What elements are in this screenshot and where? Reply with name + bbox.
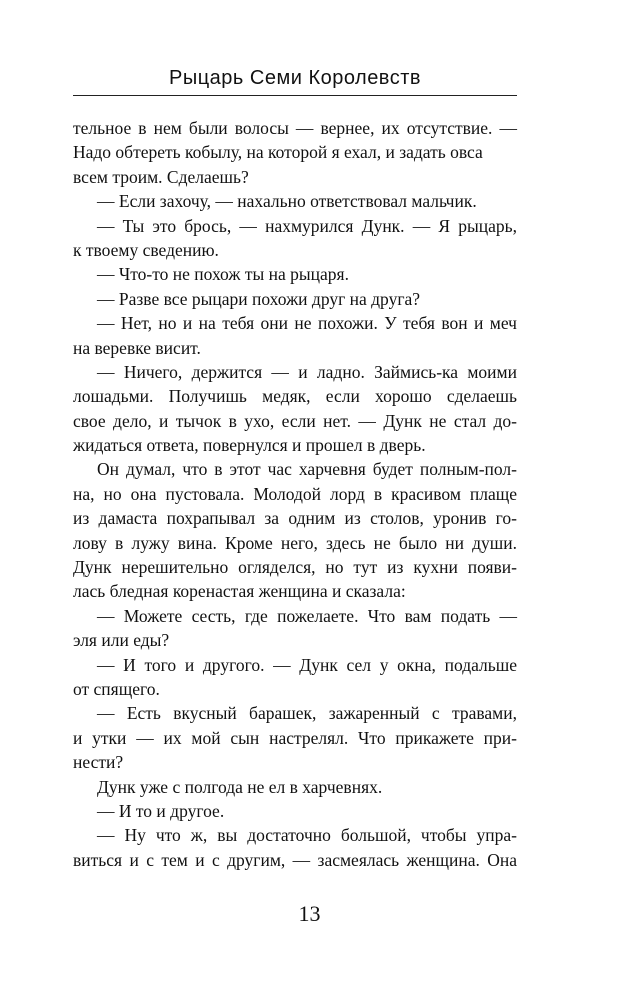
- text-line: виться и с тем и с другим, — засмеялась женщина. Она: [73, 849, 517, 870]
- text-line: Дунк нерешительно огляделся, но тут из кухни появи-: [73, 557, 517, 578]
- text-line: нести?: [73, 752, 124, 773]
- text-line: — Можете сесть, где пожелаете. Что вам подать —: [97, 605, 517, 626]
- text-line: эля или еды?: [73, 630, 170, 651]
- page-body: [73, 116, 517, 872]
- text-line: — Ты это брось, — нахмурился Дунк. — Я рыцарь,: [97, 215, 517, 236]
- text-line: Он думал, что в этот час харчевня будет полным-пол-: [97, 459, 517, 480]
- text-line: лову в лужу вина. Кроме него, здесь не было ни души.: [73, 532, 517, 553]
- text-line: свое дело, и тычок в ухо, если нет. — Дунк не стал до-: [73, 410, 517, 431]
- text-line: — Что-то не похож ты на рыцаря.: [97, 264, 349, 285]
- text-line: — Нет, но и на тебя они не похожи. У тебя вон и меч: [97, 313, 517, 334]
- page-number: 13: [298, 901, 321, 926]
- text-line: — И того и другого. — Дунк сел у окна, подальше: [97, 654, 517, 675]
- text-line: к твоему сведению.: [73, 239, 219, 260]
- text-line: на веревке висит.: [73, 337, 201, 358]
- text-line: Надо обтереть кобылу, на которой я ехал, и задать овса: [73, 142, 483, 163]
- text-line: на, но она пустовала. Молодой лорд в красивом плаще: [73, 483, 517, 504]
- text-line: из дамаста похрапывал за одним из столов, уронив го-: [73, 508, 517, 529]
- text-line: всем троим. Сделаешь?: [73, 166, 249, 187]
- text-line: тельное в нем были волосы — вернее, их отсутствие. —: [73, 118, 517, 138]
- book-title: Рыцарь Семи Королевств: [169, 67, 421, 89]
- text-line: жидаться ответа, повернулся и прошел в дверь.: [73, 435, 426, 456]
- text-line: — Ничего, держится — и ладно. Займись-ка моими: [97, 361, 517, 382]
- text-line: — Если захочу, — нахально ответствовал мальчик.: [97, 191, 477, 212]
- running-header: [73, 64, 517, 96]
- text-line: и утки — их мой сын настрелял. Что прикажете при-: [73, 727, 517, 748]
- text-line: — Разве все рыцари похожи друг на друга?: [97, 288, 421, 309]
- text-line: Дунк уже с полгода не ел в харчевнях.: [97, 776, 383, 797]
- text-line: лась бледная коренастая женщина и сказала:: [73, 581, 406, 602]
- text-line: лошадьми. Получишь медяк, если хорошо сделаешь: [73, 386, 517, 407]
- text-line: от спящего.: [73, 678, 160, 699]
- text-line: — Ну что ж, вы достаточно большой, чтобы упра-: [97, 825, 517, 846]
- text-line: — Есть вкусный барашек, зажаренный с травами,: [97, 703, 517, 724]
- text-line: — И то и другое.: [97, 800, 225, 821]
